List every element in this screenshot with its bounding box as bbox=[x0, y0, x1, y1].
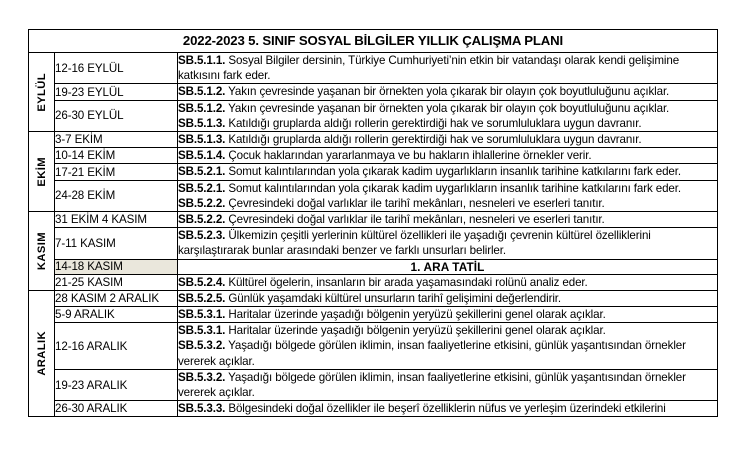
objective-code: SB.5.2.3. bbox=[178, 229, 226, 243]
month-label-text: EYLÜL bbox=[35, 72, 48, 112]
week-date-cell: 24-28 EKİM bbox=[55, 180, 178, 211]
table-row bbox=[29, 369, 718, 400]
objective-line bbox=[178, 275, 717, 290]
objective-code: SB.5.3.1. bbox=[178, 324, 226, 338]
objective-code: SB.5.2.1. bbox=[178, 165, 226, 179]
objective-text: Sosyal Bilgiler dersinin, Türkiye Cumhuriyeti’nin etkin bir vatandaşı olarak kendi gelişimine katkısını fark eder. bbox=[178, 54, 680, 83]
objectives-cell bbox=[178, 100, 718, 131]
objectives-cell bbox=[178, 212, 718, 228]
objective-code: SB.5.1.2. bbox=[178, 101, 226, 115]
table-row bbox=[29, 132, 718, 148]
objectives-cell bbox=[178, 53, 718, 84]
page-title: 2022-2023 5. SINIF SOSYAL BİLGİLER YILLIK ÇALIŞMA PLANI bbox=[29, 30, 718, 53]
objective-text: Kültürel ögelerin, insanların bir arada yaşamasındaki rolünü analiz eder. bbox=[225, 275, 588, 289]
objective-code: SB.5.1.4. bbox=[178, 149, 226, 163]
objective-line bbox=[178, 148, 717, 163]
month-label-eylül bbox=[29, 53, 55, 132]
objective-code: SB.5.3.3. bbox=[178, 402, 226, 416]
objectives-cell bbox=[178, 401, 718, 417]
yearly-plan-table bbox=[28, 29, 718, 417]
objectives-cell bbox=[178, 307, 718, 323]
objectives-cell bbox=[178, 274, 718, 290]
week-date-cell: 12-16 ARALIK bbox=[55, 323, 178, 370]
objective-text: Somut kalıntılarından yola çıkarak kadim uygarlıkların insanlık tarihine katkılarını fark eder. bbox=[225, 165, 681, 179]
table-row bbox=[29, 290, 718, 306]
week-date-cell: 19-23 ARALIK bbox=[55, 369, 178, 400]
objective-code: SB.5.1.2. bbox=[178, 85, 226, 99]
month-label-text: ARALIK bbox=[35, 331, 48, 376]
week-date-cell: 3-7 EKİM bbox=[55, 132, 178, 148]
objective-code: SB.5.2.5. bbox=[178, 291, 226, 305]
week-date-cell: 31 EKİM 4 KASIM bbox=[55, 212, 178, 228]
objectives-cell bbox=[178, 148, 718, 164]
objective-line bbox=[178, 164, 717, 179]
month-label-aralik bbox=[29, 290, 55, 417]
table-row bbox=[29, 212, 718, 228]
month-label-eki̇m bbox=[29, 132, 55, 212]
objectives-cell bbox=[178, 164, 718, 180]
objective-code: SB.5.2.4. bbox=[178, 275, 226, 289]
objective-code: SB.5.3.2. bbox=[178, 370, 226, 384]
table-row bbox=[29, 164, 718, 180]
month-label-text: KASIM bbox=[35, 231, 48, 270]
objective-line bbox=[178, 84, 717, 99]
objective-line bbox=[178, 370, 717, 400]
week-date-cell: 5-9 ARALIK bbox=[55, 307, 178, 323]
objectives-cell bbox=[178, 132, 718, 148]
objective-code: SB.5.1.3. bbox=[178, 133, 226, 147]
table-row bbox=[29, 180, 718, 211]
objectives-cell bbox=[178, 84, 718, 100]
objective-line bbox=[178, 53, 717, 83]
table-row bbox=[29, 100, 718, 131]
objective-line bbox=[178, 228, 717, 258]
objective-line bbox=[178, 101, 717, 116]
objectives-cell bbox=[178, 228, 718, 259]
objectives-cell bbox=[178, 323, 718, 370]
table-row bbox=[29, 323, 718, 370]
objectives-cell bbox=[178, 369, 718, 400]
objective-text: Ülkemizin çeşitli yerlerinin kültürel özellikleri ile yaşadığı çevrenin kültürel özelliklerini karşılaştırarak bunlar arasındaki benzer ve farklı unsurları belirler. bbox=[178, 229, 651, 258]
holiday-label: 1. ARA TATİL bbox=[178, 259, 718, 274]
table-row bbox=[29, 148, 718, 164]
table-row bbox=[29, 307, 718, 323]
objective-text: Katıldığı gruplarda aldığı rollerin gerektirdiği hak ve sorumluluklara uygun davranır. bbox=[225, 116, 642, 130]
month-label-text: EKİM bbox=[35, 156, 48, 187]
week-date-cell: 28 KASIM 2 ARALIK bbox=[55, 290, 178, 306]
week-date-cell: 10-14 EKİM bbox=[55, 148, 178, 164]
week-date-cell: 26-30 ARALIK bbox=[55, 401, 178, 417]
objective-text: Haritalar üzerinde yaşadığı bölgenin yeryüzü şekillerini genel olarak açıklar. bbox=[225, 324, 606, 338]
objective-line bbox=[178, 338, 717, 368]
objective-line bbox=[178, 116, 717, 131]
objective-text: Somut kalıntılarından yola çıkarak kadim uygarlıkların insanlık tarihine katkılarını fark eder. bbox=[225, 181, 681, 195]
table-row bbox=[29, 53, 718, 84]
objective-text: Çevresindeki doğal varlıklar ile tarihî mekânları, nesneleri ve eserleri tanıtır. bbox=[225, 196, 605, 210]
objectives-cell bbox=[178, 290, 718, 306]
objective-line bbox=[178, 307, 717, 322]
objective-text: Yakın çevresinde yaşanan bir örnekten yola çıkarak bir olayın çok boyutluluğunu açıklar. bbox=[225, 85, 670, 99]
table-row bbox=[29, 228, 718, 259]
objective-line bbox=[178, 212, 717, 227]
table-row bbox=[29, 259, 718, 274]
objective-text: Günlük yaşamdaki kültürel unsurların tarihî gelişimini değerlendirir. bbox=[225, 291, 561, 305]
week-date-cell: 17-21 EKİM bbox=[55, 164, 178, 180]
objective-code: SB.5.2.1. bbox=[178, 181, 226, 195]
objective-line bbox=[178, 401, 717, 416]
objective-text: Yaşadığı bölgede görülen iklimin, insan faaliyetlerine etkisini, günlük yaşantısından örnekler vererek açıklar. bbox=[178, 370, 686, 400]
objective-text: Yaşadığı bölgede görülen iklimin, insan faaliyetlerine etkisini, günlük yaşantısından örnekler vererek açıklar. bbox=[178, 339, 686, 368]
objective-code: SB.5.2.2. bbox=[178, 213, 226, 227]
objective-line bbox=[178, 196, 717, 211]
table-row bbox=[29, 84, 718, 100]
week-date-cell: 19-23 EYLÜL bbox=[55, 84, 178, 100]
week-date-cell: 21-25 KASIM bbox=[55, 274, 178, 290]
objective-code: SB.5.1.1. bbox=[178, 54, 226, 67]
objective-text: Haritalar üzerinde yaşadığı bölgenin yeryüzü şekillerini genel olarak açıklar. bbox=[225, 308, 606, 322]
title-row bbox=[29, 30, 718, 53]
table-row bbox=[29, 401, 718, 417]
objective-line bbox=[178, 132, 717, 147]
objective-line bbox=[178, 181, 717, 196]
objective-code: SB.5.3.2. bbox=[178, 339, 226, 353]
objective-line bbox=[178, 323, 717, 338]
month-label-kasim bbox=[29, 212, 55, 291]
objective-code: SB.5.1.3. bbox=[178, 116, 226, 130]
objectives-cell bbox=[178, 180, 718, 211]
objective-text: Çocuk haklarından yararlanmaya ve bu hakların ihlallerine örnekler verir. bbox=[225, 149, 592, 163]
table-row bbox=[29, 274, 718, 290]
objective-code: SB.5.2.2. bbox=[178, 196, 226, 210]
plan-table-body bbox=[29, 30, 718, 417]
objective-text: Katıldığı gruplarda aldığı rollerin gerektirdiği hak ve sorumluluklara uygun davranır. bbox=[225, 133, 642, 147]
week-date-cell: 14-18 KASIM bbox=[55, 259, 178, 274]
objective-line bbox=[178, 291, 717, 306]
objective-code: SB.5.3.1. bbox=[178, 308, 226, 322]
objective-text: Yakın çevresinde yaşanan bir örnekten yola çıkarak bir olayın çok boyutluluğunu açıklar. bbox=[225, 101, 670, 115]
week-date-cell: 7-11 KASIM bbox=[55, 228, 178, 259]
objective-text: Çevresindeki doğal varlıklar ile tarihî mekânları, nesneleri ve eserleri tanıtır. bbox=[225, 213, 605, 227]
week-date-cell: 26-30 EYLÜL bbox=[55, 100, 178, 131]
objective-text: Bölgesindeki doğal özellikler ile beşerî özelliklerin nüfus ve yerleşim üzerindeki etkilerini bbox=[225, 402, 666, 416]
week-date-cell: 12-16 EYLÜL bbox=[55, 53, 178, 84]
